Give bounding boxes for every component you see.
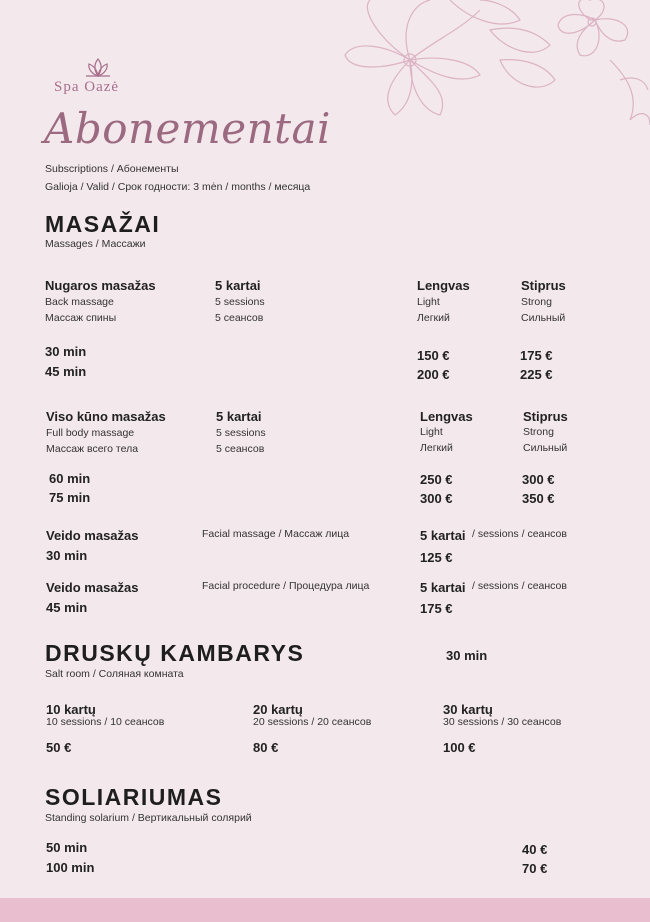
face2-duration: 45 min — [46, 600, 88, 615]
full-massage-count-en: 5 sessions — [216, 427, 266, 439]
face1-name: Veido masažas — [46, 528, 139, 543]
full-light-price-2: 300 € — [420, 491, 453, 506]
full-light-ru: Легкий — [420, 442, 453, 454]
face2-count-desc: / sessions / сеансов — [472, 580, 567, 592]
solarium-price-2: 70 € — [522, 861, 548, 876]
salt-option-price: 50 € — [46, 740, 72, 755]
salt-option-desc: 30 sessions / 30 сеансов — [443, 716, 562, 728]
salt-room-subheading: Salt room / Соляная комната — [45, 668, 184, 680]
face2-count: 5 kartai — [420, 580, 466, 595]
back-strong-ru: Сильный — [521, 312, 566, 324]
face1-count: 5 kartai — [420, 528, 466, 543]
full-strong-price-2: 350 € — [522, 491, 555, 506]
back-massage-name-en: Back massage — [45, 296, 114, 308]
back-duration-2: 45 min — [45, 364, 87, 379]
face1-duration: 30 min — [46, 548, 88, 563]
back-light-ru: Легкий — [417, 312, 450, 324]
back-massage-name-ru: Массаж спины — [45, 312, 117, 324]
validity-note: Galioja / Valid / Срок годности: 3 mėn / months / месяца — [45, 181, 311, 193]
face2-price: 175 € — [420, 601, 453, 616]
salt-room-heading: DRUSKŲ KAMBARYS — [45, 640, 305, 666]
flower-illustration — [340, 0, 650, 130]
full-light-price-1: 250 € — [420, 472, 453, 487]
salt-option-desc: 20 sessions / 20 сеансов — [253, 716, 372, 728]
page-title: Abonementai — [44, 104, 331, 153]
back-massage-count-en: 5 sessions — [215, 296, 265, 308]
full-massage-name: Viso kūno masažas — [46, 409, 166, 424]
back-light-price-1: 150 € — [417, 348, 450, 363]
full-duration-1: 60 min — [49, 471, 91, 486]
salt-option-desc: 10 sessions / 10 сеансов — [46, 716, 165, 728]
lotus-icon — [84, 58, 112, 78]
back-strong-label: Stiprus — [521, 278, 566, 293]
salt-room-duration: 30 min — [446, 648, 488, 663]
full-strong-price-1: 300 € — [522, 472, 555, 487]
page-subtitle: Subscriptions / Абонементы — [45, 163, 179, 175]
full-strong-label: Stiprus — [523, 409, 568, 424]
salt-option-label: 10 kartų — [46, 702, 96, 717]
back-light-label: Lengvas — [417, 278, 470, 293]
back-duration-1: 30 min — [45, 344, 87, 359]
solarium-heading: SOLIARIUMAS — [45, 784, 223, 810]
salt-option-label: 20 kartų — [253, 702, 303, 717]
face1-price: 125 € — [420, 550, 453, 565]
full-massage-name-ru: Массаж всего тела — [46, 443, 139, 455]
back-strong-price-2: 225 € — [520, 367, 553, 382]
face1-desc: Facial massage / Массаж лица — [202, 528, 350, 540]
full-massage-count-ru: 5 сеансов — [216, 443, 265, 455]
brand-name: Spa Oazė — [54, 79, 120, 95]
back-light-en: Light — [417, 296, 440, 308]
face2-name: Veido masažas — [46, 580, 139, 595]
salt-option-price: 100 € — [443, 740, 476, 755]
back-massage-count: 5 kartai — [215, 278, 261, 293]
full-strong-en: Strong — [523, 426, 554, 438]
solarium-duration-1: 50 min — [46, 840, 88, 855]
salt-option-price: 80 € — [253, 740, 279, 755]
back-strong-en: Strong — [521, 296, 552, 308]
back-light-price-2: 200 € — [417, 367, 450, 382]
solarium-subheading: Standing solarium / Вертикальный солярий — [45, 812, 252, 824]
back-massage-name: Nugaros masažas — [45, 278, 156, 293]
full-massage-name-en: Full body massage — [46, 427, 135, 439]
massages-subheading: Massages / Массажи — [45, 238, 146, 250]
face1-count-desc: / sessions / сеансов — [472, 528, 567, 540]
solarium-duration-2: 100 min — [46, 860, 95, 875]
footer-bar — [0, 898, 650, 922]
full-massage-count: 5 kartai — [216, 409, 262, 424]
back-massage-count-ru: 5 сеансов — [215, 312, 264, 324]
face2-desc: Facial procedure / Процедура лица — [202, 580, 370, 592]
back-strong-price-1: 175 € — [520, 348, 553, 363]
full-light-label: Lengvas — [420, 409, 473, 424]
salt-option-label: 30 kartų — [443, 702, 493, 717]
full-light-en: Light — [420, 426, 443, 438]
solarium-price-1: 40 € — [522, 842, 548, 857]
massages-heading: MASAŽAI — [45, 211, 161, 237]
full-duration-2: 75 min — [49, 490, 91, 505]
full-strong-ru: Сильный — [523, 442, 568, 454]
